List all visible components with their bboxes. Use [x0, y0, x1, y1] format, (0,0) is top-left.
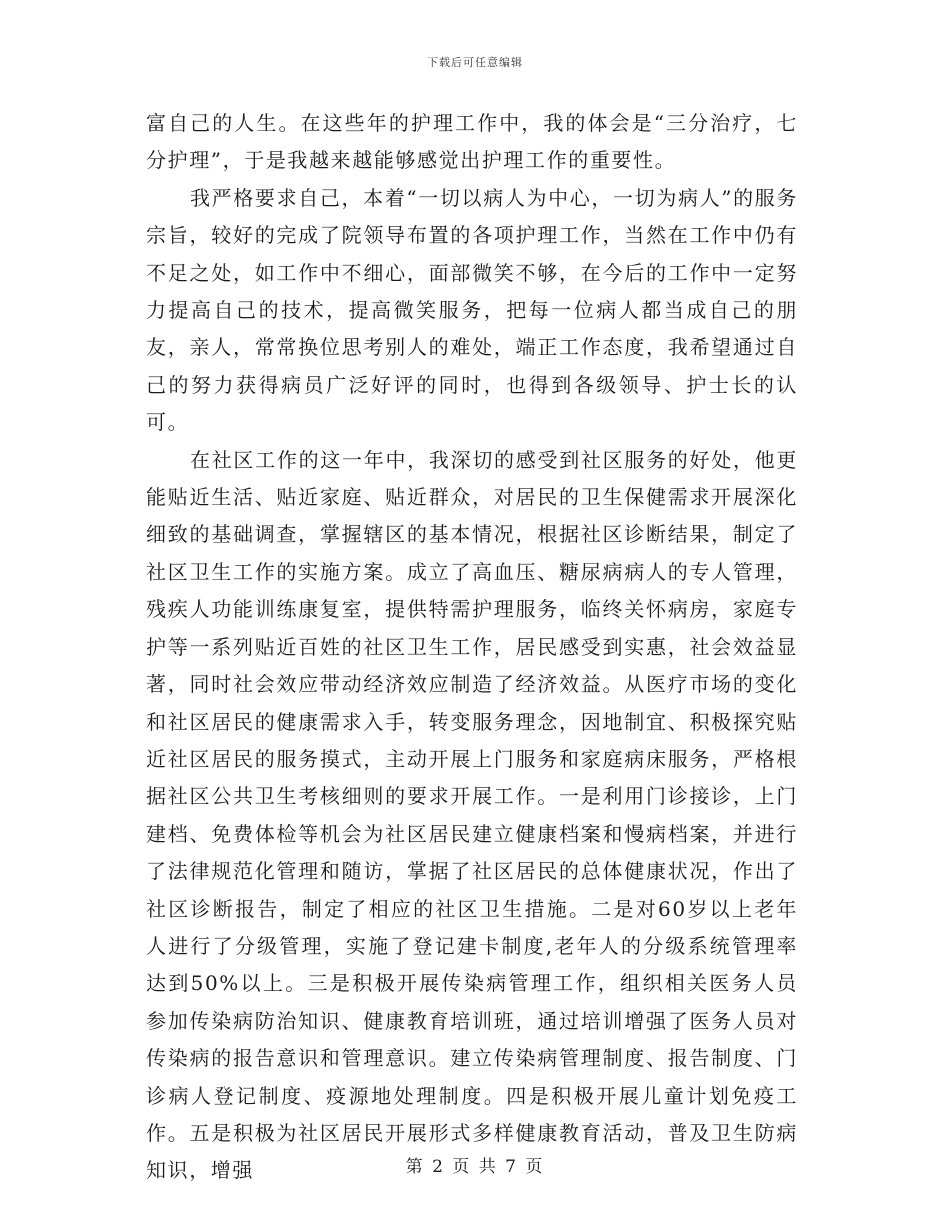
page-footer: 第 2 页 共 7 页 — [405, 1157, 545, 1177]
paragraph-service-attitude: 我严格要求自己，本着“一切以病人为中心，一切为病人”的服务宗旨，较好的完成了院领导布置的各项护理工作，当然在工作中仍有不足之处，如工作中不细心，面部微笑不够，在今后的工作中一定努力提高自己的技术，提高微笑服务，把每一位病人都当成自己的朋友，亲人，常常换位思考别人的难处，端正工作态度，我希望通过自己的努力获得病员广泛好评的同时，也得到各级领导、护士长的认可。 — [146, 185, 798, 435]
paragraph-continued: 富自己的人生。在这些年的护理工作中，我的体会是“三分治疗，七分护理”，于是我越来越能够感觉出护理工作的重要性。 — [146, 111, 798, 173]
document-body — [146, 105, 798, 1190]
page-header: 下载后可任意编辑 — [427, 56, 523, 69]
paragraph-community-work: 在社区工作的这一年中，我深切的感受到社区服务的好处，他更能贴近生活、贴近家庭、贴近群众，对居民的卫生保健需求开展深化细致的基础调查，掌握辖区的基本情况，根据社区诊断结果，制定了社区卫生工作的实施方案。成立了高血压、糖尿病病人的专人管理，残疾人功能训练康复室，提供特需护理服务，临终关怀病房，家庭专护等一系列贴近百姓的社区卫生工作，居民感受到实惠，社会效益显著，同时社会效应带动经济效应制造了经济效益。从医疗市场的变化和社区居民的健康需求入手，转变服务理念，因地制宜、积极探究贴近社区居民的服务摸式，主动开展上门服务和家庭病床服务，严格根据社区公共卫生考核细则的要求开展工作。一是利用门诊接诊，上门建档、免费体检等机会为社区居民建立健康档案和慢病档案，并进行了法律规范化管理和随访，掌据了社区居民的总体健康状况，作出了社区诊断报告，制定了相应的社区卫生措施。二是对60岁以上老年人进行了分级管理，实施了登记建卡制度,老年人的分级系统管理率达到50%以上。三是积极开展传染病管理工作，组织相关医务人员参加传染病防治知识、健康教育培训班，通过培训增强了医务人员对传染病的报告意识和管理意识。建立传染病管理制度、报告制度、门诊病人登记制度、疫源地处理制度。四是积极开展儿童计划免疫工作。五是积极为社区居民开展形式多样健康教育活动，普及卫生防病知识，增强 — [146, 447, 798, 1183]
